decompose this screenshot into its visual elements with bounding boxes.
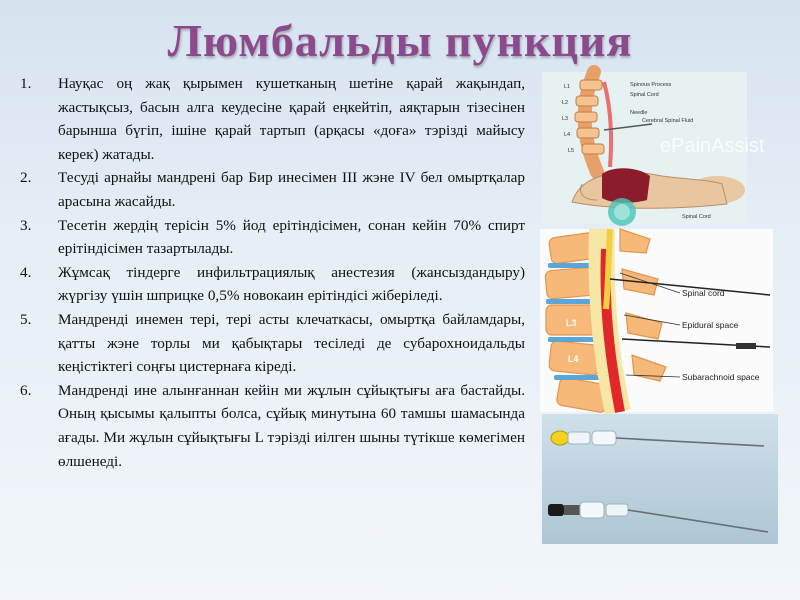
step-text: Жұмсақ тіндерге инфильтрациялық анестезия (жансыздандыру) жүргізу үшін шприцке 0,5% новокаин ерітіндісі жіберіледі. [58, 263, 525, 305]
lumbar-puncture-position-image [542, 72, 765, 224]
step-number: 1. [20, 75, 32, 92]
watermark: ePainAssist [660, 135, 765, 157]
step-number: 5. [20, 310, 32, 328]
label-spinous-process: Spinous Process [630, 82, 672, 88]
step-number: 4. [20, 263, 32, 281]
step-number: 2. [20, 169, 32, 187]
steps-list [20, 72, 525, 473]
step-number: 3. [20, 216, 32, 234]
label-subarachnoid-space: Subarachnoid space [682, 372, 760, 382]
step-number: 6. [20, 381, 32, 399]
label-l4: L4 [564, 132, 571, 138]
label-csf: Cerebral Spinal Fluid [642, 118, 694, 124]
step-text: Мандренді ине алынғаннан кейін ми жұлын сұйықтығы аға бастайды. Оның қысымы қалыпты болса, сұйық минутына 60 тамшы шамасында ағады. Ми жұлын сұйықтығы L тэрізді иілген шыны түтікше көмегімен өлшенеді. [58, 381, 525, 470]
label-spinal-cord: Spinal cord [682, 288, 725, 298]
step-text: Тесуді арнайы мандрені бар Бир инесімен III жэне IV бел омыртқалар арасына жасайды. [58, 169, 525, 210]
spinal-needles-photo [542, 414, 778, 544]
label-spinal-cord-bottom: Spinal Cord [682, 214, 711, 220]
list-item [20, 214, 525, 261]
label-l2: L2 [562, 100, 569, 106]
list-item [20, 261, 525, 308]
label-spinal-cord: Spinal Cord [630, 92, 659, 98]
spinal-anatomy-diagram [540, 229, 773, 412]
slide-title: Люмбальды пункция [167, 15, 633, 66]
list-item [20, 308, 525, 379]
step-text: Тесетін жердің терісін 5% йод ерітіндісімен, сонан кейін 70% спирт ерітіндісімен тазартылады. [58, 216, 525, 258]
label-l3: L3 [566, 318, 577, 328]
list-item [20, 72, 525, 166]
label-l3: L3 [562, 116, 569, 122]
label-epidural-space: Epidural space [682, 320, 739, 330]
label-l5: L5 [568, 148, 575, 154]
list-item [20, 379, 525, 473]
list-item [20, 166, 525, 213]
step-text: Науқас оң жақ қырымен кушетканың шетіне қарай жақындап, жастықсыз, басын алга кеудесіне қарай еңкейтіп, аяқтарын тізесінен барынша бүгіп, ішіне қарай тартып (арқасы «доға» тэрізді майысу керек) жатады. [58, 75, 525, 163]
step-text: Мандренді инемен тері, тері асты клечаткасы, омыртқа байламдары, қатты жэне торлы ми қабықтары тесіледі де субарохноидальды кеңістіктегі соңғы цистернаға кіреді. [58, 310, 525, 376]
label-l1: L1 [564, 84, 571, 90]
label-l4: L4 [568, 354, 579, 364]
label-needle: Needle [630, 110, 648, 116]
